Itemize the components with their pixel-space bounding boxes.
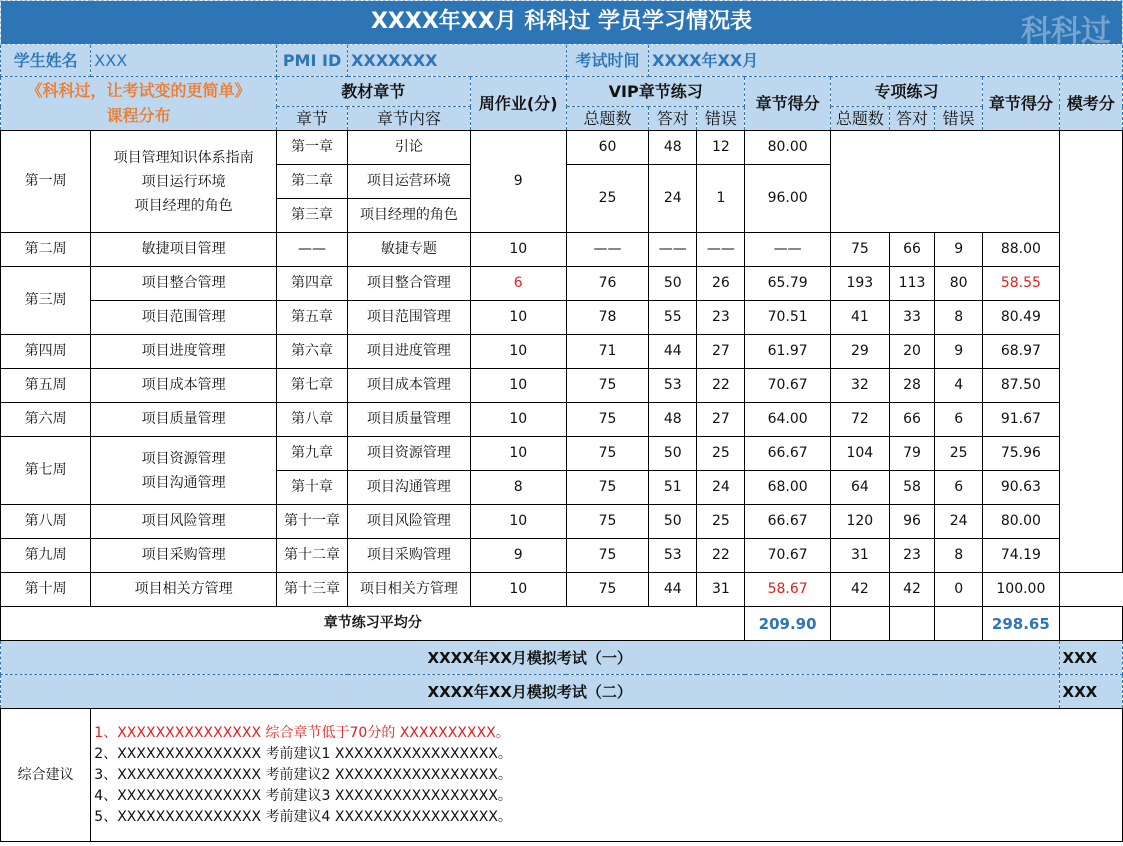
special-score-cell: 80.49	[983, 301, 1059, 335]
advice-line: 2、XXXXXXXXXXXXXXX 考前建议1 XXXXXXXXXXXXXXXXX。	[94, 745, 512, 762]
table-row	[1, 505, 1123, 539]
empty-cell	[1059, 607, 1123, 641]
chapter-cell: 第一章	[276, 131, 347, 165]
homework-cell: 9	[470, 539, 566, 573]
special-wrong-cell: 80	[935, 267, 983, 301]
advice-line: 1、XXXXXXXXXXXXXXX 综合章节低于70分的 XXXXXXXXXX。	[94, 724, 510, 741]
week-topic: 项目相关方管理	[91, 573, 277, 607]
homework-cell: 10	[470, 505, 566, 539]
vip-correct-cell: 50	[649, 267, 697, 301]
special-total-cell: 31	[830, 539, 889, 573]
special-wrong-cell: 6	[935, 403, 983, 437]
special-correct-cell: 42	[889, 573, 934, 607]
special-total-cell: 75	[830, 233, 889, 267]
mock-exam-score: XXX	[1059, 675, 1123, 709]
advice-row	[1, 709, 1123, 842]
homework-cell: 10	[470, 437, 566, 471]
vip-total-cell: 71	[566, 335, 648, 369]
vip-correct-cell: ——	[649, 233, 697, 267]
vip-score-cell: 58.67	[745, 573, 830, 607]
chapter-cell: 第五章	[276, 301, 347, 335]
homework-cell: 10	[470, 301, 566, 335]
vip-score-cell: 80.00	[745, 131, 830, 165]
vip-total-cell: 75	[566, 539, 648, 573]
chapter-content-cell: 项目整合管理	[348, 267, 470, 301]
chapter-content-cell: 项目采购管理	[348, 539, 470, 573]
empty-cell	[889, 607, 934, 641]
table-row	[1, 437, 1123, 471]
table-row	[1, 403, 1123, 437]
topic-line: 项目资源管理	[141, 450, 226, 467]
vip-correct-cell: 53	[649, 369, 697, 403]
vip-score-cell: 66.67	[745, 505, 830, 539]
chapter-content-header: 章节内容	[348, 107, 470, 131]
special-score-cell: 88.00	[983, 233, 1059, 267]
week-label: 第七周	[1, 437, 91, 505]
chapter-cell: ——	[276, 233, 347, 267]
average-row	[1, 607, 1123, 641]
chapter-cell: 第十章	[276, 471, 347, 505]
slogan-text: 《科科过，让考试变的更简单》	[26, 80, 251, 100]
vip-total-cell: 60	[566, 131, 648, 165]
vip-total-cell: 78	[566, 301, 648, 335]
special-average-score: 298.65	[983, 607, 1059, 641]
mock-exam-row	[1, 641, 1123, 675]
chapter-content-cell: 项目进度管理	[348, 335, 470, 369]
course-distribution-header	[1, 77, 277, 131]
vip-wrong-cell: 26	[697, 267, 745, 301]
special-total-cell: 64	[830, 471, 889, 505]
special-wrong-cell: 6	[935, 471, 983, 505]
special-correct-cell: 66	[889, 403, 934, 437]
average-label: 章节练习平均分	[1, 607, 745, 641]
report-title: XXXX年XX月 科科过 学员学习情况表	[1, 1, 1123, 45]
week-topic: 项目整合管理	[91, 267, 277, 301]
special-total-header: 总题数	[830, 107, 889, 131]
week-topic: 敏捷项目管理	[91, 233, 277, 267]
homework-cell: 9	[470, 131, 566, 233]
special-wrong-header: 错误	[935, 107, 983, 131]
special-wrong-cell: 8	[935, 539, 983, 573]
special-practice-header: 专项练习	[830, 77, 982, 107]
table-row	[1, 233, 1123, 267]
pmi-id-value: XXXXXXX	[348, 45, 567, 77]
mock-exam-label: XXXX年XX月模拟考试（一）	[1, 641, 1060, 675]
homework-cell: 10	[470, 403, 566, 437]
vip-score-cell: 70.51	[745, 301, 830, 335]
topic-line: 项目运行环境	[141, 173, 226, 190]
special-total-cell: 193	[830, 267, 889, 301]
vip-wrong-cell: ——	[697, 233, 745, 267]
week-label: 第六周	[1, 403, 91, 437]
vip-score-cell: 70.67	[745, 369, 830, 403]
table-row	[1, 335, 1123, 369]
week-topic: 项目质量管理	[91, 403, 277, 437]
chapter-cell: 第八章	[276, 403, 347, 437]
vip-wrong-cell: 23	[697, 301, 745, 335]
advice-content	[91, 709, 1123, 842]
homework-cell: 6	[470, 267, 566, 301]
vip-correct-cell: 55	[649, 301, 697, 335]
vip-correct-cell: 48	[649, 131, 697, 165]
vip-total-cell: 75	[566, 573, 648, 607]
empty-cell	[830, 607, 889, 641]
vip-wrong-cell: 12	[697, 131, 745, 165]
chapter-cell: 第二章	[276, 165, 347, 199]
special-score-cell: 75.96	[983, 437, 1059, 471]
table-row	[1, 573, 1123, 607]
textbook-chapter-header: 教材章节	[276, 77, 470, 107]
special-empty-cell	[830, 131, 1059, 233]
special-total-cell: 42	[830, 573, 889, 607]
vip-average-score: 209.90	[745, 607, 830, 641]
vip-wrong-cell: 27	[697, 335, 745, 369]
vip-correct-cell: 50	[649, 437, 697, 471]
chapter-content-cell: 项目范围管理	[348, 301, 470, 335]
week-topic: 项目范围管理	[91, 301, 277, 335]
vip-total-cell: 76	[566, 267, 648, 301]
vip-correct-cell: 44	[649, 335, 697, 369]
special-total-cell: 29	[830, 335, 889, 369]
vip-total-cell: 75	[566, 505, 648, 539]
mock-score-column	[1059, 131, 1123, 573]
special-total-cell: 41	[830, 301, 889, 335]
chapter-content-cell: 项目相关方管理	[348, 573, 470, 607]
week-topic: 项目采购管理	[91, 539, 277, 573]
topic-line: 项目沟通管理	[141, 474, 226, 491]
student-name-label: 学生姓名	[1, 45, 91, 77]
vip-total-cell: 75	[566, 403, 648, 437]
week-label: 第五周	[1, 369, 91, 403]
chapter-cell: 第三章	[276, 199, 347, 233]
chapter-content-cell: 引论	[348, 131, 470, 165]
chapter-cell: 第九章	[276, 437, 347, 471]
mock-exam-row	[1, 675, 1123, 709]
week-label: 第三周	[1, 267, 91, 335]
special-correct-cell: 23	[889, 539, 934, 573]
homework-cell: 10	[470, 335, 566, 369]
special-score-cell: 91.67	[983, 403, 1059, 437]
chapter-cell: 第十二章	[276, 539, 347, 573]
mock-exam-score: XXX	[1059, 641, 1123, 675]
vip-total-cell: 75	[566, 437, 648, 471]
chapter-header: 章节	[276, 107, 347, 131]
special-total-cell: 104	[830, 437, 889, 471]
vip-wrong-header: 错误	[697, 107, 745, 131]
table-row	[1, 539, 1123, 573]
vip-wrong-cell: 25	[697, 437, 745, 471]
special-score-cell: 100.00	[983, 573, 1059, 607]
vip-score-cell: 65.79	[745, 267, 830, 301]
chapter-cell: 第七章	[276, 369, 347, 403]
course-distribution-text: 课程分布	[106, 105, 171, 125]
week-label: 第九周	[1, 539, 91, 573]
chapter-cell: 第十三章	[276, 573, 347, 607]
special-correct-cell: 28	[889, 369, 934, 403]
special-chapter-score-header: 章节得分	[983, 77, 1059, 131]
special-correct-cell: 79	[889, 437, 934, 471]
special-score-cell: 74.19	[983, 539, 1059, 573]
homework-cell: 10	[470, 369, 566, 403]
advice-line: 5、XXXXXXXXXXXXXXX 考前建议4 XXXXXXXXXXXXXXXXX。	[94, 808, 512, 825]
chapter-content-cell: 项目质量管理	[348, 403, 470, 437]
special-wrong-cell: 0	[935, 573, 983, 607]
table-row	[1, 267, 1123, 301]
special-correct-header: 答对	[889, 107, 934, 131]
advice-line: 4、XXXXXXXXXXXXXXX 考前建议3 XXXXXXXXXXXXXXXXX。	[94, 787, 512, 804]
special-correct-cell: 113	[889, 267, 934, 301]
special-score-cell: 80.00	[983, 505, 1059, 539]
special-score-cell: 68.97	[983, 335, 1059, 369]
special-total-cell: 120	[830, 505, 889, 539]
chapter-content-cell: 项目经理的角色	[348, 199, 470, 233]
homework-cell: 10	[470, 573, 566, 607]
special-score-cell: 87.50	[983, 369, 1059, 403]
week-label: 第八周	[1, 505, 91, 539]
week-label: 第四周	[1, 335, 91, 369]
week-label: 第二周	[1, 233, 91, 267]
special-wrong-cell: 4	[935, 369, 983, 403]
exam-time-label: 考试时间	[566, 45, 648, 77]
vip-correct-cell: 50	[649, 505, 697, 539]
vip-wrong-cell: 27	[697, 403, 745, 437]
vip-score-cell: 68.00	[745, 471, 830, 505]
chapter-cell: 第四章	[276, 267, 347, 301]
chapter-cell: 第六章	[276, 335, 347, 369]
vip-correct-cell: 51	[649, 471, 697, 505]
vip-total-header: 总题数	[566, 107, 648, 131]
advice-line: 3、XXXXXXXXXXXXXXX 考前建议2 XXXXXXXXXXXXXXXXX。	[94, 766, 512, 783]
vip-correct-cell: 48	[649, 403, 697, 437]
chapter-content-cell: 项目沟通管理	[348, 471, 470, 505]
vip-total-cell: 25	[566, 165, 648, 233]
table-row	[1, 369, 1123, 403]
advice-label: 综合建议	[1, 709, 91, 842]
vip-total-cell: 75	[566, 471, 648, 505]
vip-score-cell: ——	[745, 233, 830, 267]
vip-correct-cell: 24	[649, 165, 697, 233]
vip-score-cell: 61.97	[745, 335, 830, 369]
vip-wrong-cell: 22	[697, 539, 745, 573]
vip-score-cell: 70.67	[745, 539, 830, 573]
special-wrong-cell: 9	[935, 335, 983, 369]
special-score-cell: 90.63	[983, 471, 1059, 505]
empty-cell	[935, 607, 983, 641]
vip-correct-cell: 53	[649, 539, 697, 573]
special-correct-cell: 66	[889, 233, 934, 267]
special-total-cell: 32	[830, 369, 889, 403]
week-topics	[91, 131, 277, 233]
chapter-content-cell: 敏捷专题	[348, 233, 470, 267]
chapter-content-cell: 项目风险管理	[348, 505, 470, 539]
vip-chapter-score-header: 章节得分	[745, 77, 830, 131]
chapter-content-cell: 项目资源管理	[348, 437, 470, 471]
table-row	[1, 131, 1123, 165]
vip-score-cell: 66.67	[745, 437, 830, 471]
special-wrong-cell: 24	[935, 505, 983, 539]
special-correct-cell: 20	[889, 335, 934, 369]
chapter-cell: 第十一章	[276, 505, 347, 539]
vip-score-cell: 96.00	[745, 165, 830, 233]
vip-practice-header: VIP章节练习	[566, 77, 745, 107]
vip-wrong-cell: 31	[697, 573, 745, 607]
vip-correct-cell: 44	[649, 573, 697, 607]
topic-line: 项目管理知识体系指南	[113, 149, 254, 166]
special-correct-cell: 33	[889, 301, 934, 335]
week-topic: 项目风险管理	[91, 505, 277, 539]
vip-score-cell: 64.00	[745, 403, 830, 437]
mock-score-header: 模考分	[1059, 77, 1123, 131]
mock-exam-label: XXXX年XX月模拟考试（二）	[1, 675, 1060, 709]
special-wrong-cell: 25	[935, 437, 983, 471]
week-label: 第一周	[1, 131, 91, 233]
week-topic: 项目成本管理	[91, 369, 277, 403]
special-correct-cell: 96	[889, 505, 934, 539]
vip-total-cell: 75	[566, 369, 648, 403]
special-wrong-cell: 8	[935, 301, 983, 335]
vip-wrong-cell: 1	[697, 165, 745, 233]
week-topics	[91, 437, 277, 505]
special-score-cell: 58.55	[983, 267, 1059, 301]
vip-wrong-cell: 22	[697, 369, 745, 403]
special-wrong-cell: 9	[935, 233, 983, 267]
table-row	[1, 301, 1123, 335]
special-correct-cell: 58	[889, 471, 934, 505]
vip-wrong-cell: 25	[697, 505, 745, 539]
special-total-cell: 72	[830, 403, 889, 437]
vip-total-cell: ——	[566, 233, 648, 267]
chapter-content-cell: 项目成本管理	[348, 369, 470, 403]
weekly-homework-header: 周作业(分)	[470, 77, 566, 131]
week-topic: 项目进度管理	[91, 335, 277, 369]
watermark-text: 科科过	[1021, 14, 1111, 49]
week-label: 第十周	[1, 573, 91, 607]
chapter-content-cell: 项目运营环境	[348, 165, 470, 199]
exam-time-value: XXXX年XX月	[649, 45, 1123, 77]
pmi-id-label: PMI ID	[276, 45, 347, 77]
topic-line: 项目经理的角色	[134, 197, 233, 214]
homework-cell: 8	[470, 471, 566, 505]
homework-cell: 10	[470, 233, 566, 267]
vip-wrong-cell: 24	[697, 471, 745, 505]
student-name-value: XXX	[91, 45, 277, 77]
vip-correct-header: 答对	[649, 107, 697, 131]
